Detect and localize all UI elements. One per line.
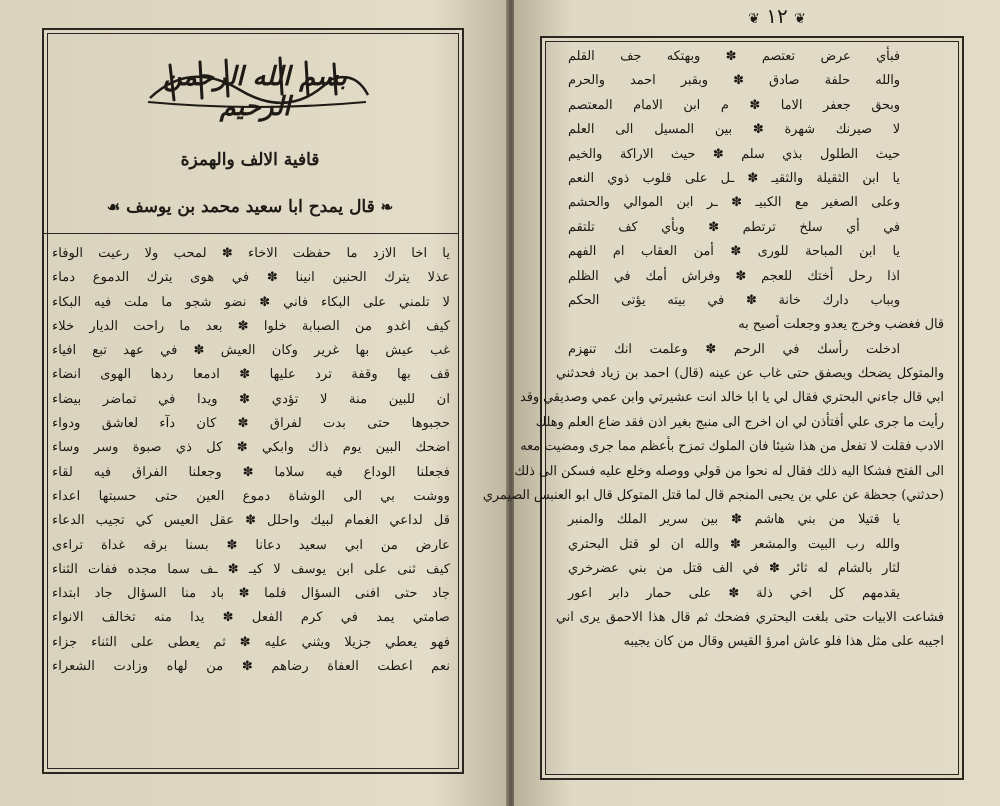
verse-line: فهو يعطي جزيلا ويثني عليه ✽ ثم يعطى على الثناء جزاء: [52, 634, 450, 650]
ornament-left-icon: ❦: [748, 11, 760, 27]
flourish-right-icon: ❧: [380, 198, 394, 216]
verse-line: نعم اعطت العفاة رضاهم ✽ من لهاه وزادت الشعراء: [52, 659, 450, 675]
text-line: اذا رحل أختك للعجم ✽ وفراش أمك في الظلم: [568, 268, 900, 284]
text-line: لثار بالشام له ثائر ✽ في الف قتل من بني عضرخري: [568, 561, 900, 577]
text-line: فبأي عرض تعتصم ✽ وبهتكه جف القلم: [568, 49, 900, 64]
verse-line: اضحك البين يوم ذاك وابكي ✽ كل ذي صبوة وسر وساء: [52, 440, 450, 456]
text-line: (حدثني) جحظة عن علي بن يحيى المنجم قال لما قتل المتوكل قال ابو العنبس الصيمري: [482, 488, 944, 504]
text-line: الى الفتح فشكا اليه ذلك فقال له نحوا من قولي ووصله وخلع عليه فسكن الى ذلك: [514, 463, 944, 479]
poem-intro-text: قال يمدح ابا سعيد محمد بن يوسف: [126, 197, 375, 217]
text-line: اجيبه على مثل هذا فلو عاش امرؤ القيس وقال من كان يجيبه: [623, 634, 944, 650]
text-line: فشاعت الابيات حتى بلغت البحتري فضحك ثم قال هذا الاحمق يرى اني: [556, 609, 944, 625]
verse-line: غب عيش بها غرير وكان العيش ✽ في عهد تبع افياء: [52, 343, 450, 359]
text-line: ادخلت رأسك في الرحم ✽ وعلمت انك تنهزم: [568, 341, 900, 357]
bismillah-text: بسم الله الرحمن الرحيم: [163, 62, 347, 122]
verse-line: عارض من ابي سعيد دعانا ✽ بسنا برقه غداة تراءى: [52, 537, 450, 553]
text-line: رأيت ما جرى علي أفتأذن لي ان اخرج الى منبج بغير اذن فقد ضاع العلم وهلك: [535, 414, 944, 430]
text-line: والله رب البيت والمشعر ✽ والله ان لو قتل البحتري: [568, 536, 900, 552]
right-text-block: [482, 45, 946, 655]
verse-line: قل لداعي الغمام لبيك واحلل ✽ عقل العيس كي تجيب الدعاء: [52, 513, 450, 529]
text-line: الادب فقلت لا تفعل من هذا شيئا فان الملوك تمزح بأعظم مما جرى ومضيت معه: [520, 439, 944, 455]
verse-line: كيف اغدو من الصبابة خلوا ✽ بعد ما راحت الديار خلاء: [52, 318, 450, 334]
text-line: قال فغضب وخرج يعدو وجعلت أصيح به: [738, 317, 944, 333]
verse-line: ووشت بي الى الوشاة دموع العين حتى حسبتها اعداء: [52, 488, 450, 504]
bismillah-calligraphy: [130, 50, 380, 122]
header-divider: [44, 233, 458, 234]
text-line: يا ابن الثقيلة والثقيـ ✽ ـل على قلوب ذوي النعم: [568, 170, 900, 186]
verse-line: صامتي يمد في كرم الفعل ✽ يدا منه تخالف الانواء: [52, 610, 450, 626]
verse-line: يا اخا الازد ما حفظت الاخاء ✽ لمحب ولا رعيت الوفاء: [52, 246, 450, 261]
text-line: وبباب دارك خانة ✽ في بيته يؤتى الحكم: [568, 292, 900, 308]
text-line: لا صيرنك شهرة ✽ بين المسيل الى العلم: [568, 122, 900, 138]
verse-line: كيف ثنى على ابن يوسف لا كيـ ✽ ـف سما مجده ففات الثناء: [52, 561, 450, 577]
verse-line: جاد حتى افنى السؤال فلما ✽ باد منا السؤال جاد ابتداء: [52, 586, 450, 602]
text-line: والمتوكل يضحك ويصفق حتى غاب عن عينه (قال) احمد بن زياد فحدثني: [556, 366, 944, 382]
text-line: في أي سلخ ترتطم ✽ وبأي كف تلتقم: [568, 219, 900, 235]
verse-line: عذلا يترك الحنين انينا ✽ في هوى يترك الدموع دماء: [52, 270, 450, 286]
section-title: قافية الالف والهمزة: [180, 150, 320, 170]
text-line: يقدمهم كل اخي ذلة ✽ على حمار دابر اعور: [568, 585, 900, 601]
page-number: [732, 4, 822, 30]
page-number-text: ١٢: [766, 4, 788, 28]
verse-line: ان للبين منة لا تؤدي ✽ ويدا في تماضر بيضاء: [52, 391, 450, 407]
left-verses: [52, 242, 450, 679]
verse-line: حجبوها حتى بدت لفراق ✽ كان دآء لعاشق ودواء: [52, 416, 450, 432]
text-line: يا قتيلا من بني هاشم ✽ بين سرير الملك والمنبر: [568, 512, 900, 528]
text-line: حيث الطلول بذي سلم ✽ حيث الاراكة والخيم: [568, 146, 900, 162]
text-line: والله حلفة صادق ✽ وبقبر احمد والحرم: [568, 73, 900, 89]
right-page: [482, 0, 1000, 806]
text-line: وعلى الصغير مع الكبيـ ✽ ـر ابن الموالي والحشم: [568, 195, 900, 211]
ornament-right-icon: ❦: [794, 11, 806, 27]
flourish-left-icon: ☙: [106, 198, 121, 216]
verse-line: فجعلنا الوداع فيه سلاما ✽ وجعلنا الفراق فيه لقاء: [52, 464, 450, 480]
poem-intro: [100, 197, 400, 223]
text-line: ابي قال جاءني البحتري فقال لي يا ابا خالد انت عشيرتي وابن عمي وصديقي وقد: [520, 390, 944, 406]
text-line: وبحق جعفر الاما ✽ م ابن الامام المعتصم: [568, 97, 900, 113]
verse-line: قف بها وقفة ترد عليها ✽ ادمعا ردها الهوى انضاء: [52, 367, 450, 383]
text-line: يا ابن المباحة للورى ✽ أمن العقاب ام الفهم: [568, 244, 900, 260]
verse-line: لا تلمني على البكاء فاني ✽ نضو شجو ما ملت فيه البكاء: [52, 294, 450, 310]
